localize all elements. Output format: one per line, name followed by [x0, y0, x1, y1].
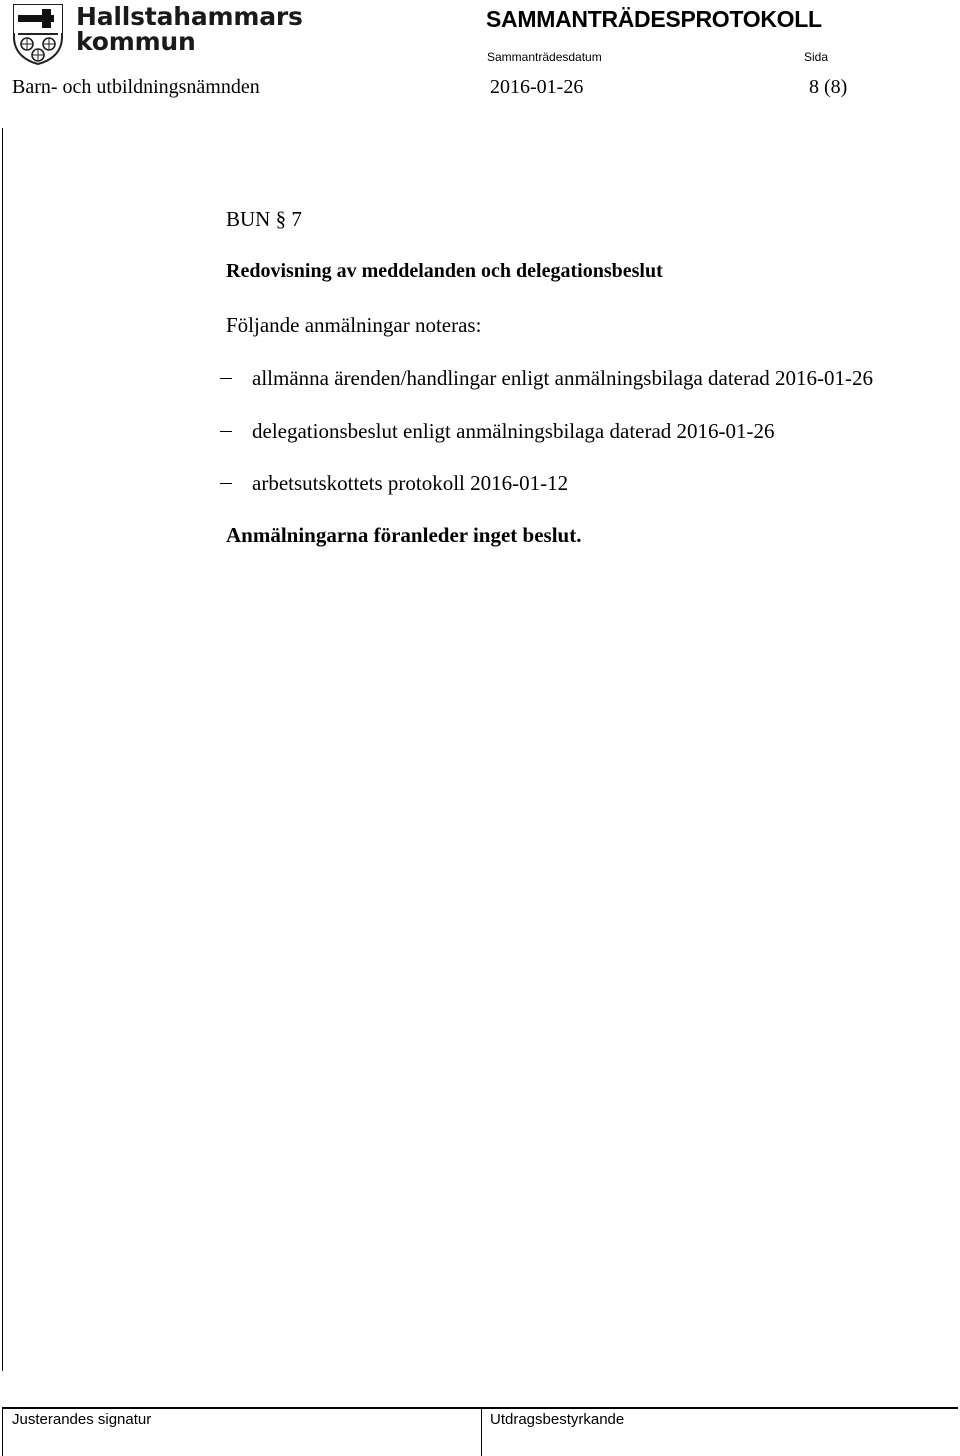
- list-item: [220, 471, 568, 496]
- intro-text: Följande anmälningar noteras:: [226, 313, 482, 337]
- list-item: [220, 419, 775, 444]
- footer-border-middle: [481, 1408, 482, 1456]
- list-item: [220, 366, 873, 391]
- page-label: Sida: [804, 50, 829, 64]
- signature-label: Justerandes signatur: [12, 1411, 152, 1428]
- committee-name: Barn- och utbildningsnämnden: [12, 76, 260, 98]
- dash-bullet-icon: [220, 483, 232, 484]
- footer-border-left: [2, 1408, 3, 1456]
- list-item-text: arbetsutskottets protokoll 2016-01-12: [252, 471, 569, 495]
- paragraph-id: BUN § 7: [226, 207, 302, 231]
- logo-wordmark-line2: kommun: [76, 27, 196, 56]
- certification-label: Utdragsbestyrkande: [490, 1411, 625, 1428]
- dash-bullet-icon: [220, 431, 232, 432]
- logo-wordmark-line1: Hallstahammars: [76, 2, 303, 31]
- document-type: SAMMANTRÄDESPROTOKOLL: [486, 6, 822, 32]
- meeting-date-label: Sammanträdesdatum: [487, 50, 602, 64]
- margin-line: [2, 128, 3, 1371]
- section-title: Redovisning av meddelanden och delegationsbeslut: [226, 260, 663, 282]
- meeting-date: 2016-01-26: [490, 76, 584, 98]
- decision-text: Anmälningarna föranleder inget beslut.: [226, 523, 582, 547]
- dash-bullet-icon: [220, 378, 232, 379]
- list-item-text: allmänna ärenden/handlingar enligt anmälningsbilaga daterad 2016-01-26: [252, 366, 874, 390]
- coat-of-arms-icon: [12, 3, 64, 65]
- list-item-text: delegationsbeslut enligt anmälningsbilaga daterad 2016-01-26: [252, 419, 775, 443]
- footer-divider: [2, 1407, 958, 1409]
- page-number: 8 (8): [809, 76, 848, 98]
